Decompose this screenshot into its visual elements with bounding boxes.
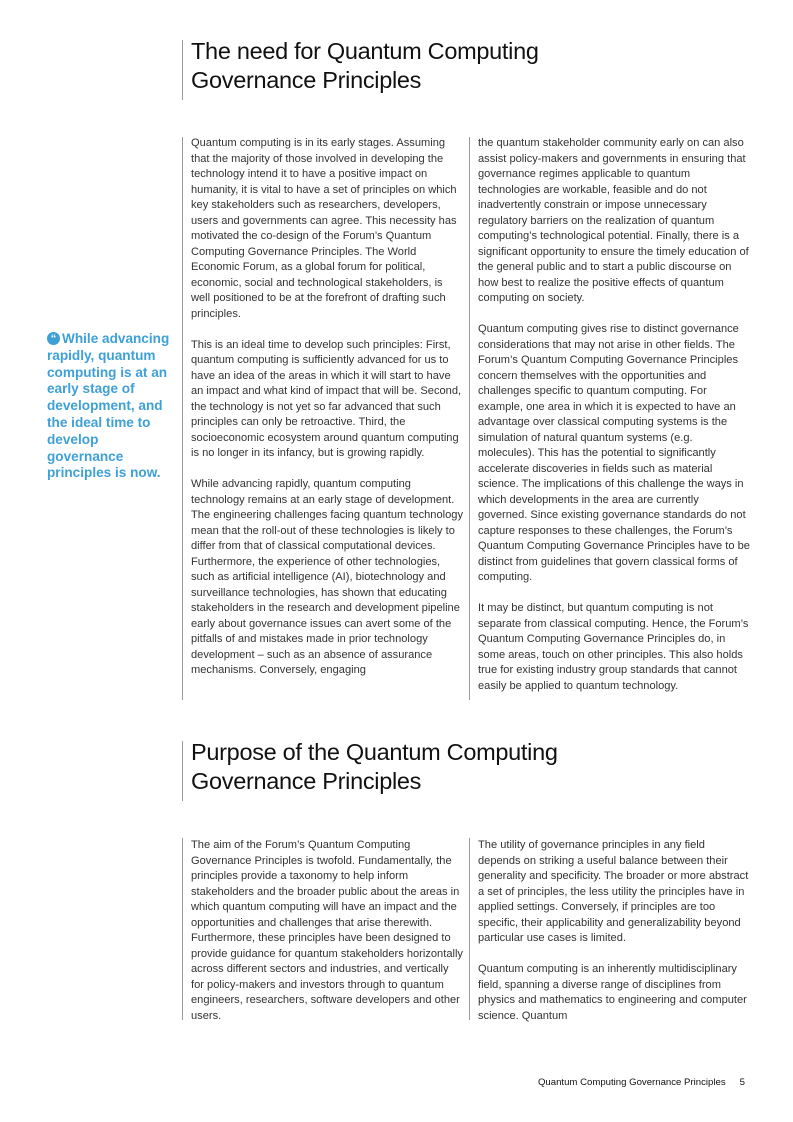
paragraph: While advancing rapidly, quantum computing technology remains at an early stage of development. The engineering challenges facing quantum technology mean that the roll-out of these technologies is likely to differ from that of classical computational devices. Furthermore, the experience of other technologies, such as artificial intelligence (AI), biotechnology and surveillance technologies, has shown that educating stakeholders in the research and development pipeline early about governance issues can avert some of the pitfalls of and mistakes made in prior technology development – such as an absence of assurance mechanisms. Conversely, engaging [191, 478, 463, 676]
section-heading: The need for Quantum Computing Governance Principles [191, 38, 539, 93]
col4-rule [469, 838, 470, 1020]
paragraph: This is an ideal time to develop such principles: First, quantum computing is sufficiently advanced for us to have an idea of the areas in which it will start to have an impact and what kind of impact that will be. Second, the technology is not yet so far advanced that such principles can only be retroactive. Third, the socioeconomic ecosystem around quantum computing is no longer in its infancy, but is growing rapidly. [191, 338, 462, 459]
paragraph: Quantum computing is an inherently multidisciplinary field, spanning a diverse range of disciplines from physics and mathematics to engineering and computer science. Quantum [478, 963, 747, 1022]
page-number: 5 [739, 1077, 745, 1088]
paragraph: Quantum computing is in its early stages. Assuming that the majority of those involved in developing the technology intend it to have a positive impact on humanity, it is vital to have a set of principles on which key stakeholders such as researchers, developers, users and governments can agree. This necessity has motivated the co-design of the Forum’s Quantum Computing Governance Principles. The World Economic Forum, as a global forum for political, economic, social and technological stakeholders, is well positioned to be at the forefront of drafting such principles. [191, 137, 457, 320]
section2-column-left [191, 838, 463, 1040]
heading2-rule [182, 741, 183, 801]
col3-rule [182, 838, 183, 1020]
heading1-rule [182, 40, 183, 100]
section2-column-right [478, 838, 750, 1040]
page-footer [538, 1077, 745, 1088]
footer-title: Quantum Computing Governance Principles [537, 1077, 726, 1088]
quote-icon: “ [47, 332, 60, 345]
pull-quote-text: While advancing rapidly, quantum computing is at an early stage of development, and the ideal time to develop governance principles is now. [47, 331, 170, 481]
col2-rule [469, 137, 470, 700]
paragraph: The aim of the Forum’s Quantum Computing Governance Principles is twofold. Fundamentally, the principles provide a taxonomy to help inform stakeholders and the broader public about the areas in which quantum computing will have an impact and the opportunities and challenges that arise therewith. Furthermore, these principles have been designed to provide guidance for quantum stakeholders horizontally across different sectors and industries, and vertically for policy-makers and investors through to quantum engineers, researchers, software developers and other users. [191, 839, 463, 1022]
section1-column-right [478, 136, 750, 710]
paragraph: The utility of governance principles in any field depends on striking a useful balance between their generality and specificity. The broader or more abstract a set of principles, the less utility the principles have in applied settings. Conversely, if principles are too specific, their applicability and generalizability beyond particular use cases is limited. [478, 839, 749, 944]
section-heading: Purpose of the Quantum Computing Governance Principles [191, 739, 558, 794]
paragraph: the quantum stakeholder community early on can also assist policy-makers and governments in ensuring that governance regimes applicable to quantum technologies are workable, feasible and do not inadvertently constrain or impose unnecessary regulatory barriers on the realization of quantum computing’s technological potential. Finally, there is a significant opportunity to ensure the timely education of the general public and to start a public discourse on how best to realize the positive effects of quantum computing on society. [478, 137, 749, 304]
col1-rule [182, 137, 183, 700]
paragraph: It may be distinct, but quantum computing is not separate from classical computing. Hence, the Forum’s Quantum Computing Governance Principles do, in some areas, touch on other principles. This also holds true for existing industry group standards that cannot easily be applied to quantum technology. [478, 602, 749, 692]
paragraph: Quantum computing gives rise to distinct governance considerations that may not arise in other fields. The Forum’s Quantum Computing Governance Principles concern themselves with the opportunities and challenges specific to quantum computing. For example, one area in which it is expected to have an advantage over classical computing systems is the simulation of natural quantum systems (e.g. molecules). This has the potential to significantly accelerate discoveries in fields such as material science. The implications of this challenge the ways in which developments in the area are currently governed. Since existing governance standards do not capture responses to these challenges, the Forum’s Quantum Computing Governance Principles have to be distinct from guidelines that govern classical forms of computing. [478, 323, 750, 583]
pull-quote [47, 331, 173, 482]
section1-column-left [191, 136, 463, 694]
